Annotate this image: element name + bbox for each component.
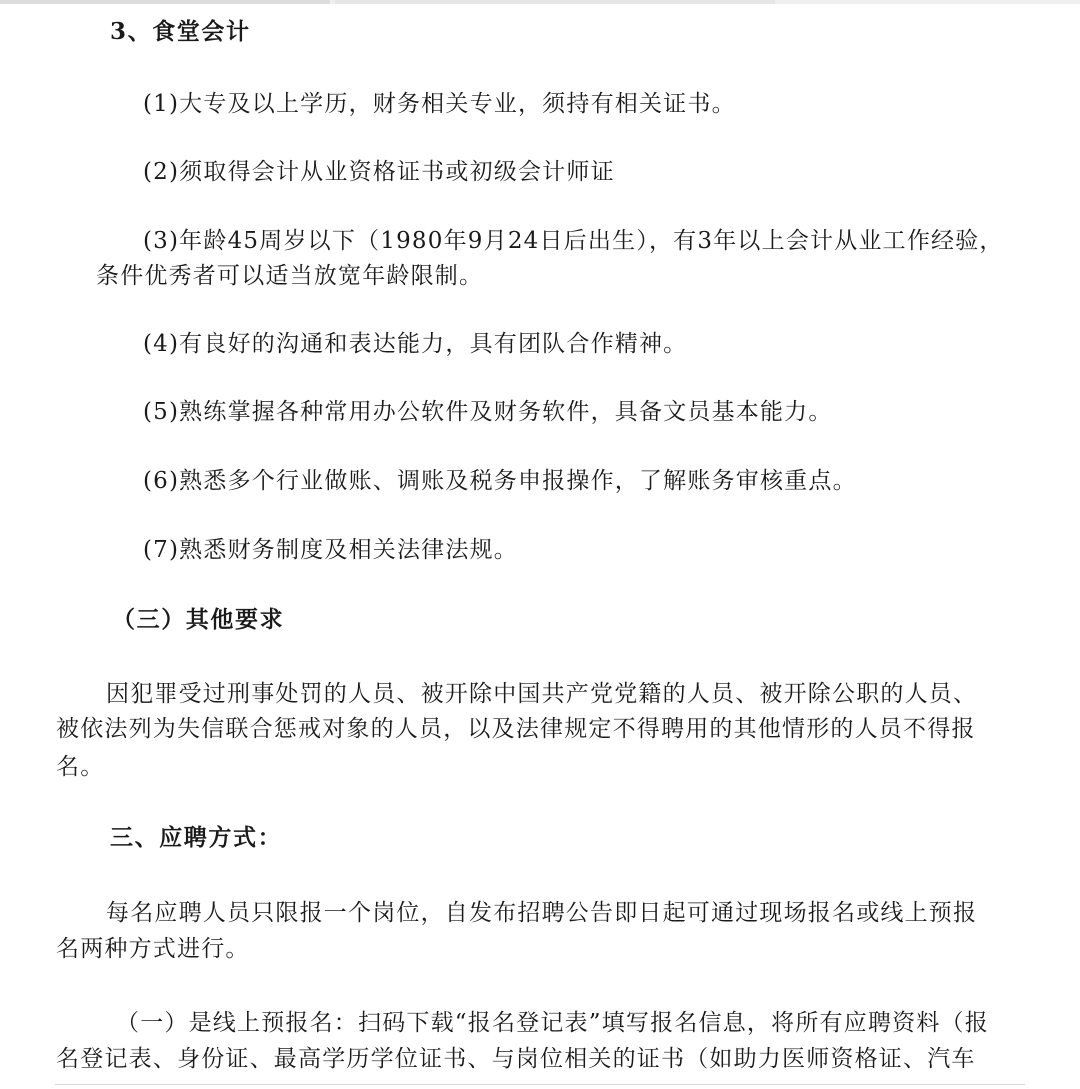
paragraph-line: 因犯罪受过刑事处罚的人员、被开除中国共产党党籍的人员、被开除公职的人员、 (106, 681, 978, 707)
bottom-divider (55, 1084, 1025, 1085)
requirement-item-5: (5)熟练掌握各种常用办公软件及财务软件，具备文员基本能力。 (143, 399, 833, 425)
requirement-item-3: (3)年龄45周岁以下（1980年9月24日后出生），有3年以上会计从业工作经验， (143, 228, 1004, 254)
section-heading-canteen-accountant: 3、食堂会计 (110, 18, 251, 45)
paragraph-line: 每名应聘人员只限报一个岗位，自发布招聘公告即日起可通过现场报名或线上预报 (106, 900, 978, 926)
section-heading-other-requirements: （三）其他要求 (112, 606, 285, 633)
paragraph-line: 名。 (56, 754, 105, 780)
requirement-item-6: (6)熟悉多个行业做账、调账及税务申报操作，了解账务审核重点。 (143, 468, 857, 494)
requirement-item-7: (7)熟悉财务制度及相关法律法规。 (143, 537, 518, 563)
paragraph-line: 被依法列为失信联合惩戒对象的人员，以及法律规定不得聘用的其他情形的人员不得报 (56, 716, 976, 742)
section-heading-application-method: 三、应聘方式： (110, 824, 283, 851)
paragraph-line: （一）是线上预报名：扫码下载“报名登记表”填写报名信息，将所有应聘资料（报 (116, 1010, 989, 1036)
requirement-item-2: (2)须取得会计从业资格证书或初级会计师证 (143, 159, 615, 185)
paragraph-line: 名登记表、身份证、最高学历学位证书、与岗位相关的证书（如助力医师资格证、汽车 (56, 1046, 976, 1072)
requirement-item-4: (4)有良好的沟通和表达能力，具有团队合作精神。 (143, 331, 688, 357)
requirement-item-1: (1)大专及以上学历，财务相关专业，须持有相关证书。 (143, 91, 736, 117)
requirement-item-3-continued: 条件优秀者可以适当放宽年龄限制。 (96, 263, 484, 289)
paragraph-line: 名两种方式进行。 (56, 936, 250, 962)
